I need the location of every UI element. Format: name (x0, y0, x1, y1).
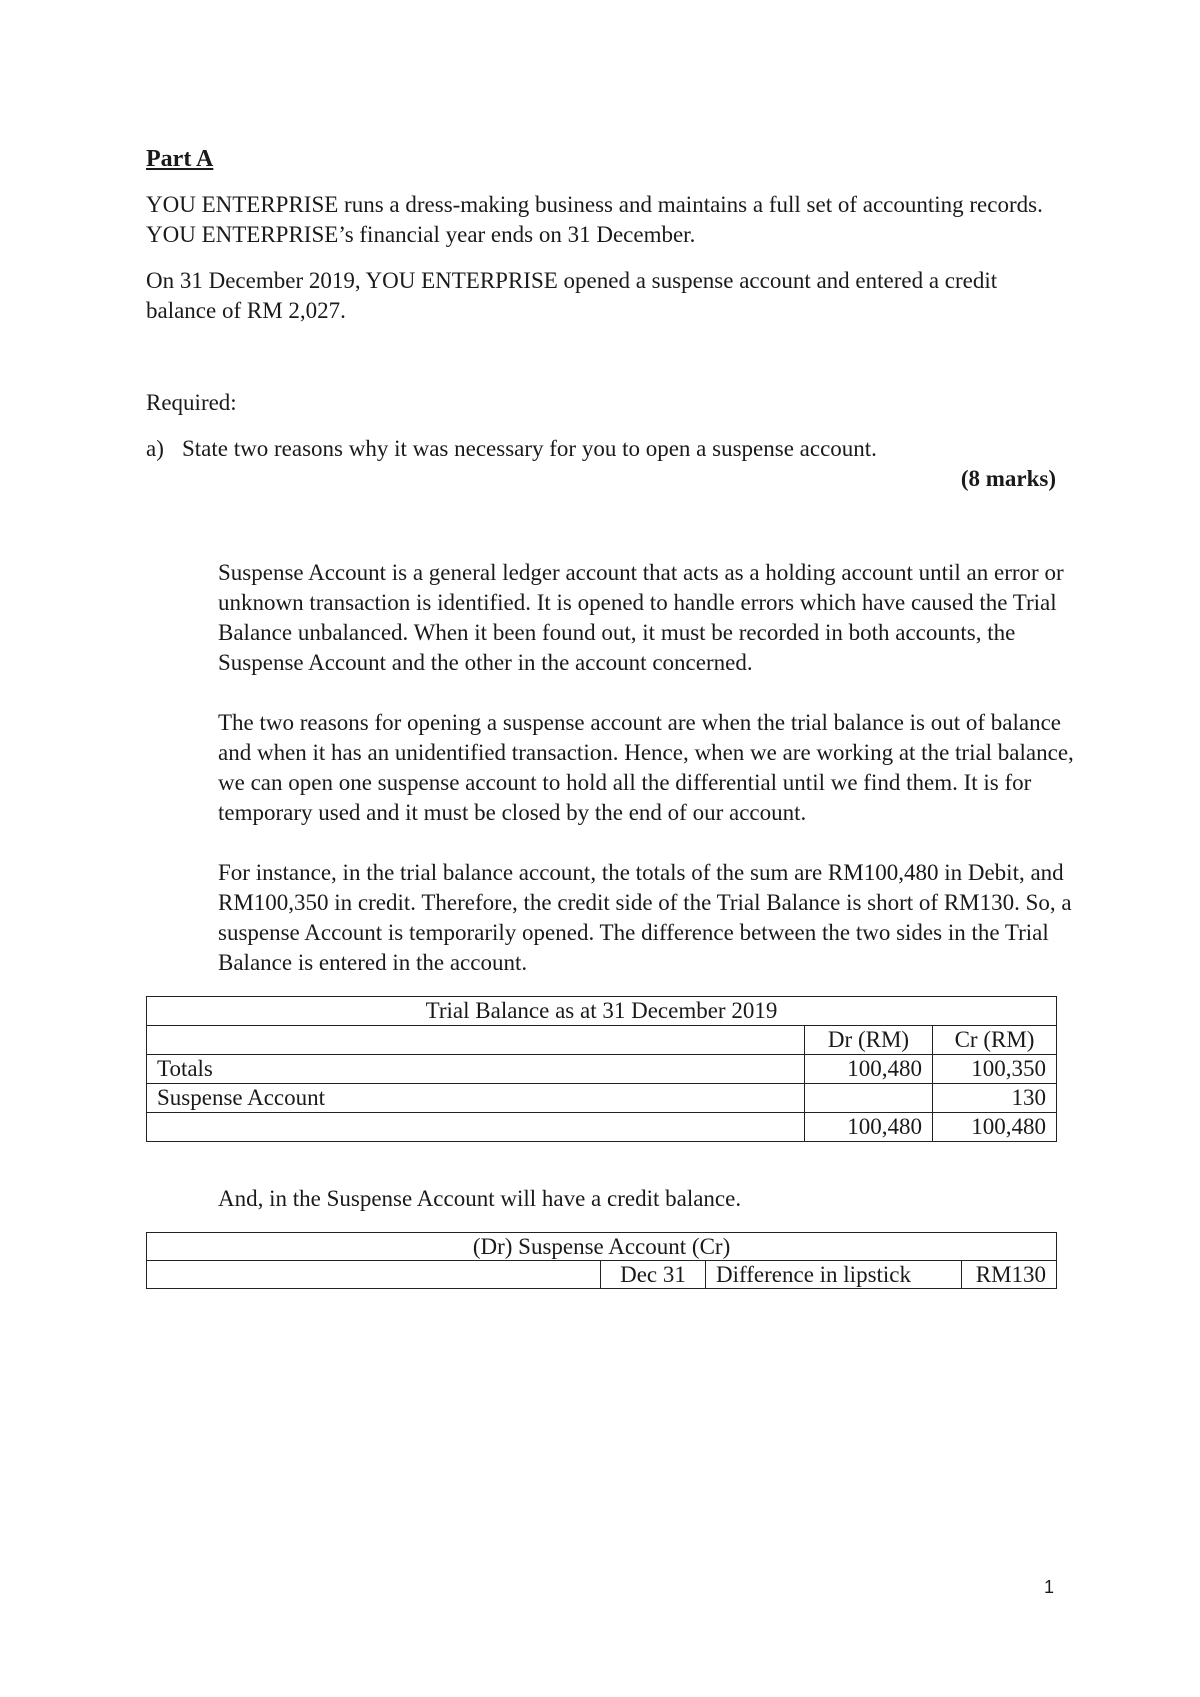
empty-debit-cell (147, 1261, 601, 1289)
entry-date: Dec 31 (601, 1261, 706, 1289)
row-label: Totals (147, 1055, 805, 1084)
table-header-row (147, 1026, 1057, 1055)
table-row (147, 1084, 1057, 1113)
page-number: 1 (1043, 1577, 1054, 1597)
row-label: Suspense Account (147, 1084, 805, 1113)
empty-header-cell (147, 1026, 805, 1055)
cr-header: Cr (RM) (933, 1026, 1057, 1055)
row-dr: 100,480 (805, 1055, 933, 1084)
trial-balance-table (146, 996, 1057, 1142)
intro-paragraph-1: YOU ENTERPRISE runs a dress-making business and maintains a full set of accounting records. YOU ENTERPRISE’s financial year ends on 31 December. (146, 192, 1043, 247)
table-title-row (147, 997, 1057, 1026)
question-label: a) (146, 436, 164, 461)
trial-balance-title: Trial Balance as at 31 December 2019 (147, 997, 1057, 1026)
answer-paragraph-1: Suspense Account is a general ledger account that acts as a holding account until an error or unknown transaction is identified. It is opened to handle errors which have caused the Trial Balance unbalanced. When it been found out, it must be recorded in both accounts, the Suspense Account and the other in the account concerned. (218, 560, 1064, 675)
suspense-title-row (147, 1233, 1057, 1261)
required-label: Required: (146, 390, 237, 415)
row-cr: 100,350 (933, 1055, 1057, 1084)
question-text: State two reasons why it was necessary for you to open a suspense account. (182, 436, 877, 461)
answer-paragraph-3: For instance, in the trial balance account, the totals of the sum are RM100,480 in Debit, and RM100,350 in credit. Therefore, the credit side of the Trial Balance is short of RM130. So, a suspense Account is temporarily opened. The difference between the two sides in the Trial Balance is entered in the account. (218, 860, 1072, 975)
question-marks: (8 marks) (960, 466, 1056, 491)
row-label (147, 1113, 805, 1142)
table-row (147, 1113, 1057, 1142)
entry-amount: RM130 (962, 1261, 1057, 1289)
suspense-account-table (146, 1232, 1057, 1289)
table-row (147, 1055, 1057, 1084)
suspense-account-title: (Dr) Suspense Account (Cr) (147, 1233, 1057, 1261)
row-dr: 100,480 (805, 1113, 933, 1142)
entry-description: Difference in lipstick (706, 1261, 962, 1289)
dr-header: Dr (RM) (805, 1026, 933, 1055)
table-row (147, 1261, 1057, 1289)
row-cr: 100,480 (933, 1113, 1057, 1142)
row-cr: 130 (933, 1084, 1057, 1113)
answer-paragraph-4: And, in the Suspense Account will have a credit balance. (218, 1186, 742, 1211)
intro-paragraph-2: On 31 December 2019, YOU ENTERPRISE opened a suspense account and entered a credit balance of RM 2,027. (146, 268, 998, 323)
row-dr (805, 1084, 933, 1113)
answer-paragraph-2: The two reasons for opening a suspense account are when the trial balance is out of balance and when it has an unidentified transaction. Hence, when we are working at the trial balance, we can open one suspense account to hold all the differential until we find them. It is for temporary used and it must be closed by the end of our account. (218, 710, 1074, 825)
section-heading: Part A (146, 146, 214, 172)
